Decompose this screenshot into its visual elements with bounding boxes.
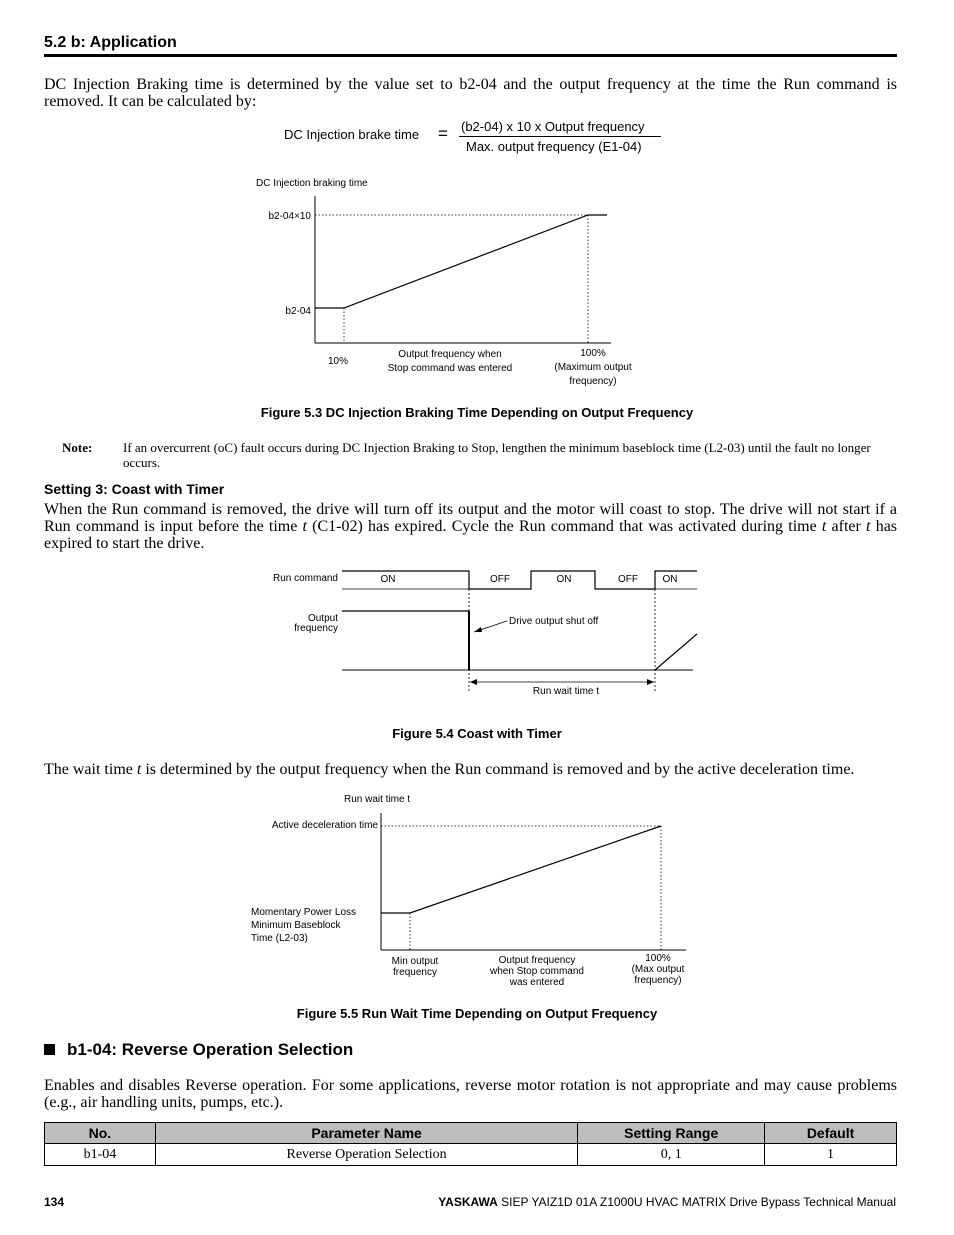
fig54-wait-arrow-right [647, 679, 654, 685]
parameter-table [44, 1122, 897, 1166]
formula-equals: = [438, 124, 448, 143]
fig55-y-bottom-label-1: Momentary Power Loss [251, 907, 357, 918]
table-header-row [45, 1123, 897, 1144]
formula-lhs: DC Injection brake time [284, 127, 420, 142]
table-header-parameter-name: Parameter Name [155, 1123, 577, 1144]
fig54-state-5: ON [662, 574, 678, 585]
fig53-x-high-label-2: (Maximum output [554, 362, 632, 373]
note-label: Note: [62, 440, 93, 455]
fig53-y-title: DC Injection braking time [256, 178, 368, 189]
setting3-paragraph: When the Run command is removed, the drive will turn off its output and the motor will coast to stop. The drive will not start if a Run command is input before the time t (C1-02) has expired. Cycle the Run command that was activated during time t after t has expired to start the drive. [44, 501, 898, 552]
fig53-x-mid-label-1: Output frequency when [398, 349, 502, 360]
footer-brand: YASKAWA [438, 1195, 498, 1209]
fig54-state-1: ON [380, 574, 396, 585]
fig55-x-low-label-1: Min output [391, 956, 439, 967]
formula-denominator: Max. output frequency (E1-04) [466, 139, 642, 154]
intro-paragraph: DC Injection Braking time is determined by the value set to b2-04 and the output frequency at the time the Run command is removed. It can be calculated by: [44, 76, 897, 110]
footer-document-title [438, 1195, 896, 1209]
table-header-no: No. [45, 1123, 156, 1144]
fig53-x-high-label-3: frequency) [569, 376, 617, 387]
fig53-x-low-label: 10% [327, 356, 349, 367]
figure-5-3-chart [0, 0, 954, 400]
table-header-default: Default [765, 1123, 897, 1144]
fig55-x-mid-label-2: when Stop command [490, 966, 584, 977]
fig53-x-high-label-1: 100% [580, 348, 606, 359]
fig55-x-high-label-2: (Max output [631, 964, 685, 975]
fig55-y-bottom-label-2: Minimum Baseblock [251, 920, 341, 931]
fig55-x-mid-label-3: was entered [509, 977, 565, 988]
fig53-x-mid-label-2: Stop command was entered [387, 363, 513, 374]
wait-time-paragraph: The wait time t is determined by the output frequency when the Run command is removed and by the active deceleration time. [44, 761, 855, 778]
fig54-run-command-label: Run command [272, 573, 338, 584]
fig54-output-label-2: frequency [294, 623, 338, 634]
fig55-y-title: Run wait time t [344, 794, 411, 805]
fig55-y-bottom-label-3: Time (L2-03) [251, 933, 308, 944]
fig54-state-2: OFF [490, 574, 510, 585]
fig54-wait-label: Run wait time t [532, 686, 600, 697]
figure-5-4-caption: Figure 5.4 Coast with Timer [392, 726, 562, 741]
formula-numerator: (b2-04) x 10 x Output frequency [461, 119, 645, 134]
fig53-braking-time-curve [315, 215, 607, 308]
figure-5-5-chart [0, 785, 954, 1000]
fig54-shutoff-label: Drive output shut off [509, 616, 599, 627]
fig54-output-label-1: Output [307, 613, 338, 624]
cell-setting-range: 0, 1 [578, 1144, 765, 1166]
fig53-y-bottom-label: b2-04 [285, 306, 311, 317]
figure-5-3-caption: Figure 5.3 DC Injection Braking Time Depending on Output Frequency [260, 405, 694, 420]
fig53-y-top-label: b2-04×10 [268, 211, 311, 222]
footer-doc-text: SIEP YAIZ1D 01A Z1000U HVAC MATRIX Drive Bypass Technical Manual [497, 1195, 896, 1209]
setting3-title: Setting 3: Coast with Timer [44, 481, 225, 497]
cell-default: 1 [765, 1144, 897, 1166]
section-bullet-icon [44, 1044, 55, 1055]
table-header-setting-range: Setting Range [578, 1123, 765, 1144]
table-row [45, 1144, 897, 1166]
fig55-x-mid-label-1: Output frequency [498, 955, 576, 966]
cell-no: b1-04 [45, 1144, 156, 1166]
fig54-shutoff-arrowhead [474, 627, 482, 632]
cell-parameter-name: Reverse Operation Selection [155, 1144, 577, 1166]
fig55-wait-time-curve [381, 826, 661, 913]
fig55-x-low-label-2: frequency [393, 967, 437, 978]
fig55-x-high-label-3: frequency) [634, 975, 682, 986]
page-number: 134 [44, 1195, 65, 1209]
note-text: If an overcurrent (oC) fault occurs during DC Injection Braking to Stop, lengthen the minimum baseblock time (L2-03) until the fault no longer occurs. [123, 440, 871, 470]
fig54-wait-arrow-left [470, 679, 477, 685]
figure-5-4-timing-diagram [0, 560, 954, 705]
fig54-state-3: ON [556, 574, 572, 585]
b104-heading: b1-04: Reverse Operation Selection [44, 1040, 353, 1060]
fig55-y-top-label: Active deceleration time [271, 820, 378, 831]
figure-5-5-caption: Figure 5.5 Run Wait Time Depending on Output Frequency [296, 1006, 658, 1021]
fig54-state-4: OFF [618, 574, 638, 585]
fig54-output-restart-ramp [655, 634, 697, 670]
b104-paragraph: Enables and disables Reverse operation. For some applications, reverse motor rotation is not appropriate and may cause problems (e.g., air handling units, pumps, etc.). [44, 1077, 897, 1111]
fig55-x-high-label-1: 100% [645, 953, 671, 964]
section-title: 5.2 b: Application [44, 34, 177, 51]
